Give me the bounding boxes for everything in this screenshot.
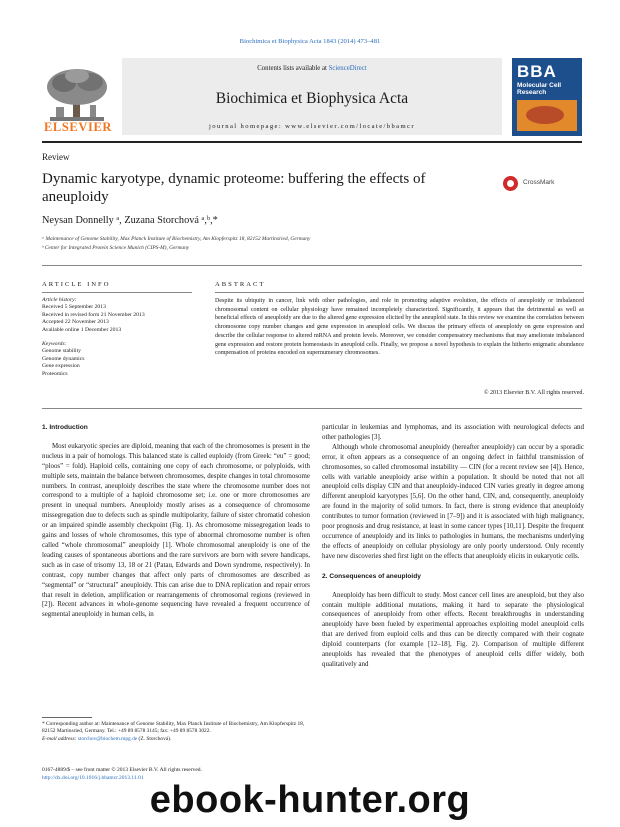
contents-line xyxy=(122,65,502,72)
keyword: Genome stability xyxy=(42,348,82,355)
affiliation-a: ᵃ Maintenance of Genome Stability, Max Planck Institute of Biochemistry, Am Klopferspitz 18, 82152 Martinsried, Germany xyxy=(42,236,311,242)
article-title: Dynamic karyotype, dynamic proteome: buffering the effects of aneuploidy xyxy=(42,171,426,205)
section-rule xyxy=(42,265,582,266)
crossmark-icon xyxy=(503,176,518,191)
abstract-text: Despite its ubiquity in cancer, link with other pathologies, and role in promoting adaptive evolution, the effects of aneuploidy or imbalanced chromosomal content on cellular physiology have remained incompletely characterized. Significantly, it appears that the detrimental as well as beneficial effects of aneuploidy are due to the altered gene expression elicited by the aneuploid state. In this review we examine the correlation between chromosome copy number changes and gene expression in aneuploid cells. We discuss the primary effects of aneuploidy on gene expression and describe the cellular response to altered mRNA and protein levels. Moreover, we consider compensatory mechanisms that may ameliorate imbalanced gene expression and restore protein homeostasis in aneuploid cells. Finally, we propose a novel hypothesis to explain the hitherto enigmatic abundance compensation of proteins encoded on supernumerary chromosomes. xyxy=(215,298,584,357)
abstract-heading: ABSTRACT xyxy=(215,281,266,288)
abstract-rule xyxy=(215,292,584,293)
issn-line: 0167-4889/$ – see front matter © 2013 Elsevier B.V. All rights reserved. xyxy=(42,767,202,773)
paragraph: Aneuploidy has been difficult to study. Most cancer cell lines are aneuploid, but they also contain multiple additional mutations, making it hard to separate the physiological consequences of aneuploidy from other effects. Recent breakthroughs in understanding aneuploidy have been fueled by experimental approaches exploiting model aneuploid cells that are derived from euploid cells and thus can be directly compared with their cognate diploid counterparts (for example [12–18], Fig. 2). Comparison of multiple different aneuploids has revealed that the phenotypes of aneuploid cells differ widely, both qualitatively and xyxy=(322,590,584,668)
section-heading-introduction: 1. Introduction xyxy=(42,424,88,431)
doi-link[interactable]: http://dx.doi.org/10.1016/j.bbamcr.2013.11.01 xyxy=(42,775,144,781)
keyword: Gene expression xyxy=(42,363,80,370)
article-type: Review xyxy=(42,152,70,162)
author-email-link[interactable]: storchov@biochem.mpg.de xyxy=(77,735,138,742)
article-info xyxy=(42,297,192,378)
contents-prefix: Contents lists available at xyxy=(257,65,329,72)
sciencedirect-link[interactable]: ScienceDirect xyxy=(328,65,367,72)
publisher-logo-text: ELSEVIER xyxy=(43,120,113,134)
watermark: ebook-hunter.org xyxy=(149,779,471,821)
journal-title: Biochimica et Biophysica Acta xyxy=(215,90,409,107)
header-rule xyxy=(42,141,582,143)
history-online: Available online 1 December 2013 xyxy=(42,326,122,333)
history-received: Received 5 September 2013 xyxy=(42,304,106,311)
crossmark-badge[interactable] xyxy=(503,176,583,192)
cover-title: BBA xyxy=(517,62,557,81)
paragraph: Although whole chromosomal aneuploidy (hereafter aneuploidy) can occur by a sporadic error, it often appears as a consequence of an ongoing defect in faithful transmission of chromosomes, so called chromosomal instability — CIN (for a recent review see [4]). Hence, cells with variable aneuploidy arise within a population. It should be noted that not all aneuploid cells display CIN and that aneuploidy-induced CIN varies greatly in degree among different aneuploid karyotypes [5,6]. On the other hand, CIN, and, consequently, aneuploidy are found in the majority of solid tumors. In fact, there is strong evidence that aneuploidy contributes to tumor formation (reviewed in [7–9]) and it is associated with high malignancy, poor prognosis and drug resistance, at least in some cancer types [10,11]. Despite the frequent occurrence of aneuploidy and its links to pathologies in humans, the mechanisms underlying the effects of aneuploidy on cellular physiology are only poorly understood. Only recently have new discoveries shed first light on the effects that aneuploidy elicits in eukaryotic cells. xyxy=(322,442,584,560)
affiliation-b: ᵇ Center for Integrated Protein Science Munich (CIPS-M), Germany xyxy=(42,245,190,251)
journal-homepage[interactable]: journal homepage: www.elsevier.com/locate/bbamcr xyxy=(209,123,415,130)
history-revised: Received in revised form 21 November 2013 xyxy=(42,311,145,318)
email-suffix: (Z. Storchová). xyxy=(137,735,172,742)
cover-subtitle: Molecular Cell Research xyxy=(517,82,562,96)
history-label: Article history: xyxy=(42,297,77,303)
keywords-label: Keywords: xyxy=(42,341,67,348)
journal-citation[interactable]: Biochimica et Biophysica Acta 1843 (2014) 473–481 xyxy=(239,38,381,45)
left-column xyxy=(42,423,310,620)
author-list: Neysan Donnelly ᵃ, Zuzana Storchová ᵃ,ᵇ,* xyxy=(42,215,218,226)
corresponding-author-text: * Corresponding author at: Maintenance of Genome Stability, Max Planck Institute of Biochemistry, Am Klopferspitz 18, 82152 Martinsried, Germany. Tel.: +49 89 8578 3145; fax: +49 89 8578 3022. xyxy=(42,721,305,735)
keyword: Proteomics xyxy=(42,370,68,377)
journal-cover-thumbnail[interactable] xyxy=(512,58,582,136)
paragraph: Most eukaryotic species are diploid, meaning that each of the chromosomes is present in the nucleus in a pair of homologs. This balanced state is called euploidy (from Greek: “eu” = good; “ploos” = fold). Haploid cells, containing one copy of each chromosome, or polyploids, with multiple sets, maintain the balance between chromosomes, despite changes in total chromosome numbers. In contrast, aneuploidy describes the state where the chromosome number does not correspond to a multiple of a haploid chromosome set; i.e. one or more chromosomes are present in unequal numbers. Aneuploidy mostly arises as a consequence of chromosome missegregation due to defects such as spindle multipolarity, failure of sister chromatid cohesion or an impaired spindle assembly checkpoint (Fig. 1). As chromosome missegregation leads to gains and losses of whole chromosomes, this type of abnormal chromosome number is often called “whole chromosomal” aneuploidy [1]. Whole chromosomal aneuploidy is one of the leading causes of spontaneous abortions and the rare survivors are born with severe handicaps, such as in case of trisomy 13, 18 or 21 (Patau, Edwards and Down syndrome, respectively). In contrast, copy number changes that affect only parts of chromosomes are described as “segmental” or “structural” aneuploidy. This can arise due to DNA replication and repair errors that result in deletion, amplification or rearrangements of chromosomal regions (reviewed in [2]). Recent advances in whole-genome sequencing have revealed a frequent occurrence of segmental aneuploidy in human cells, in xyxy=(42,441,310,619)
cover-image-detail xyxy=(526,106,564,124)
article-info-rule xyxy=(42,292,192,293)
crossmark-label: CrossMark xyxy=(523,179,555,186)
paragraph: particular in leukemias and lymphomas, and its association with neurological defects and other pathologies [3]. xyxy=(322,423,584,441)
history-accepted: Accepted 22 November 2013 xyxy=(42,319,109,326)
footnote-rule xyxy=(42,717,92,718)
body-rule xyxy=(42,408,582,409)
keyword: Genome dynamics xyxy=(42,355,85,362)
right-column xyxy=(322,423,584,670)
article-info-heading: ARTICLE INFO xyxy=(42,281,111,288)
corresponding-author-footnote xyxy=(42,721,310,743)
email-label: E-mail address: xyxy=(42,735,78,742)
section-heading-consequences: 2. Consequences of aneuploidy xyxy=(322,572,421,580)
abstract-copyright: © 2013 Elsevier B.V. All rights reserved. xyxy=(483,390,584,396)
